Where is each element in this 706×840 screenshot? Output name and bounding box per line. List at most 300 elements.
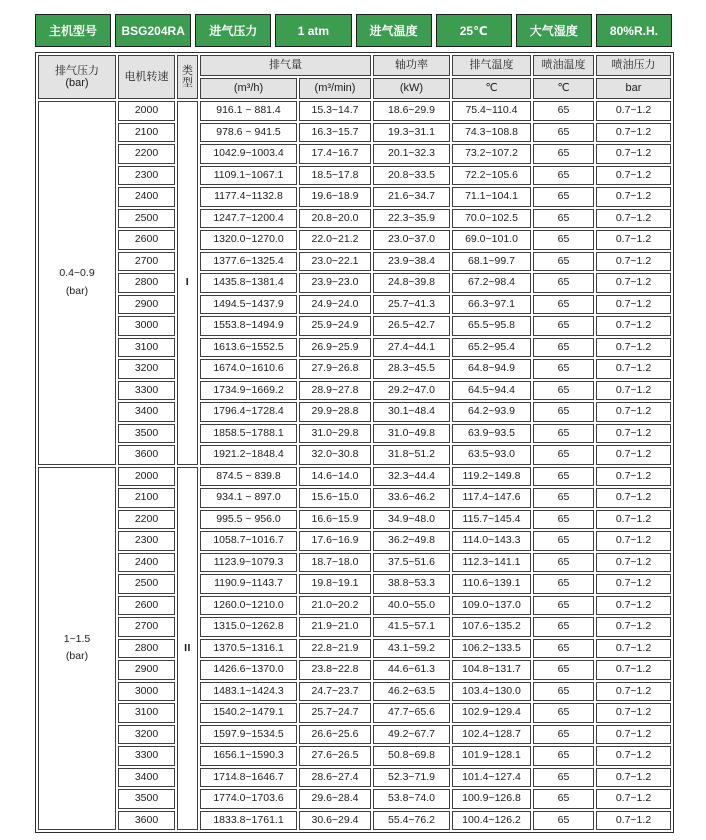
shaft-power-cell: 34.9~48.0 [373,510,450,530]
motor-speed-cell: 2700 [118,617,175,637]
title-bar-value-inlet-pressure: 1 atm [275,14,351,47]
capacity-m3min-cell: 16.3~15.7 [299,123,371,143]
table-row [38,531,671,551]
capacity-m3h-cell: 1714.8~1646.7 [200,768,297,788]
shaft-power-cell: 27.4~44.1 [373,338,450,358]
table-row [38,682,671,702]
motor-speed-cell: 2100 [118,488,175,508]
exhaust-temp-cell: 101.9~128.1 [452,746,531,766]
exhaust-temp-cell: 107.6~135.2 [452,617,531,637]
capacity-m3h-cell: 1597.9~1534.5 [200,725,297,745]
exhaust-temp-cell: 115.7~145.4 [452,510,531,530]
motor-speed-cell: 2900 [118,660,175,680]
col-header-exhaust-pressure-label: 排气压力 [55,65,99,77]
oil-pressure-cell: 0.7~1.2 [596,381,671,401]
motor-speed-cell: 2500 [118,209,175,229]
capacity-m3min-cell: 19.8~19.1 [299,574,371,594]
oil-pressure-cell: 0.7~1.2 [596,768,671,788]
motor-speed-cell: 2400 [118,553,175,573]
oil-temp-cell: 65 [533,187,594,207]
table-row [38,424,671,444]
type-cell-section-1: I [177,101,198,465]
oil-pressure-cell: 0.7~1.2 [596,338,671,358]
oil-pressure-cell: 0.7~1.2 [596,574,671,594]
capacity-m3min-cell: 17.6~16.9 [299,531,371,551]
capacity-m3h-cell: 1613.6~1552.5 [200,338,297,358]
capacity-m3h-cell: 1734.9~1669.2 [200,381,297,401]
shaft-power-cell: 44.6~61.3 [373,660,450,680]
oil-pressure-cell: 0.7~1.2 [596,123,671,143]
col-header-exhaust-temp-unit: ℃ [452,78,531,99]
capacity-m3h-cell: 874.5 ~ 839.8 [200,467,297,487]
col-header-oil-temp: 喷油温度 [533,55,594,76]
table-row [38,166,671,186]
table-row [38,209,671,229]
capacity-m3h-cell: 916.1 ~ 881.4 [200,101,297,121]
exhaust-temp-cell: 110.6~139.1 [452,574,531,594]
table-row [38,768,671,788]
exhaust-temp-cell: 65.2~95.4 [452,338,531,358]
oil-pressure-cell: 0.7~1.2 [596,295,671,315]
motor-speed-cell: 3200 [118,359,175,379]
col-header-capacity-m3min-unit: (m³/min) [299,78,371,99]
capacity-m3h-cell: 1833.8~1761.1 [200,811,297,831]
exhaust-temp-cell: 65.5~95.8 [452,316,531,336]
col-header-capacity-group: 排气量 [200,55,371,76]
exhaust-temp-cell: 69.0~101.0 [452,230,531,250]
shaft-power-cell: 38.8~53.3 [373,574,450,594]
oil-pressure-cell: 0.7~1.2 [596,510,671,530]
motor-speed-cell: 2300 [118,166,175,186]
capacity-m3min-cell: 18.5~17.8 [299,166,371,186]
col-header-shaft-power-unit: (kW) [373,78,450,99]
oil-temp-cell: 65 [533,252,594,272]
motor-speed-cell: 3500 [118,789,175,809]
exhaust-temp-cell: 114.0~143.3 [452,531,531,551]
motor-speed-cell: 2500 [118,574,175,594]
table-row [38,187,671,207]
oil-temp-cell: 65 [533,488,594,508]
oil-pressure-cell: 0.7~1.2 [596,273,671,293]
oil-temp-cell: 65 [533,789,594,809]
shaft-power-cell: 40.0~55.0 [373,596,450,616]
oil-temp-cell: 65 [533,424,594,444]
oil-temp-cell: 65 [533,617,594,637]
oil-temp-cell: 65 [533,510,594,530]
table-row [38,488,671,508]
shaft-power-cell: 20.8~33.5 [373,166,450,186]
oil-temp-cell: 65 [533,660,594,680]
capacity-m3h-cell: 1483.1~1424.3 [200,682,297,702]
capacity-m3min-cell: 25.9~24.9 [299,316,371,336]
oil-pressure-cell: 0.7~1.2 [596,166,671,186]
shaft-power-cell: 20.1~32.3 [373,144,450,164]
oil-pressure-cell: 0.7~1.2 [596,617,671,637]
shaft-power-cell: 52.3~71.9 [373,768,450,788]
oil-temp-cell: 65 [533,144,594,164]
shaft-power-cell: 26.5~42.7 [373,316,450,336]
oil-pressure-cell: 0.7~1.2 [596,402,671,422]
oil-pressure-cell: 0.7~1.2 [596,639,671,659]
capacity-m3min-cell: 27.9~26.8 [299,359,371,379]
table-row [38,123,671,143]
shaft-power-cell: 33.6~46.2 [373,488,450,508]
table-row [38,359,671,379]
oil-temp-cell: 65 [533,703,594,723]
capacity-m3min-cell: 28.6~27.4 [299,768,371,788]
title-bar-label-inlet-pressure: 进气压力 [195,14,271,47]
shaft-power-cell: 18.6~29.9 [373,101,450,121]
oil-pressure-cell: 0.7~1.2 [596,144,671,164]
capacity-m3h-cell: 1247.7~1200.4 [200,209,297,229]
shaft-power-cell: 29.2~47.0 [373,381,450,401]
capacity-m3h-cell: 1540.2~1479.1 [200,703,297,723]
capacity-m3h-cell: 1058.7~1016.7 [200,531,297,551]
table-row [38,445,671,465]
col-header-capacity-m3h-unit: (m³/h) [200,78,297,99]
shaft-power-cell: 24.8~39.8 [373,273,450,293]
motor-speed-cell: 2800 [118,273,175,293]
title-bar-value-model: BSG204RA [115,14,191,47]
exhaust-temp-cell: 100.9~126.8 [452,789,531,809]
motor-speed-cell: 2200 [118,510,175,530]
shaft-power-cell: 23.9~38.4 [373,252,450,272]
shaft-power-cell: 41.5~57.1 [373,617,450,637]
exhaust-temp-cell: 64.5~94.4 [452,381,531,401]
title-bar-label-inlet-temp: 进气温度 [356,14,432,47]
col-header-oil-temp-unit: ℃ [533,78,594,99]
capacity-m3h-cell: 978.6 ~ 941.5 [200,123,297,143]
shaft-power-cell: 53.8~74.0 [373,789,450,809]
table-row [38,230,671,250]
shaft-power-cell: 50.8~69.8 [373,746,450,766]
motor-speed-cell: 2000 [118,101,175,121]
capacity-m3h-cell: 1426.6~1370.0 [200,660,297,680]
oil-pressure-cell: 0.7~1.2 [596,488,671,508]
exhaust-temp-cell: 100.4~126.2 [452,811,531,831]
exhaust-temp-cell: 68.1~99.7 [452,252,531,272]
oil-temp-cell: 65 [533,531,594,551]
exhaust-temp-cell: 117.4~147.6 [452,488,531,508]
capacity-m3min-cell: 15.3~14.7 [299,101,371,121]
motor-speed-cell: 2400 [118,187,175,207]
capacity-m3min-cell: 17.4~16.7 [299,144,371,164]
exhaust-temp-cell: 74.3~108.8 [452,123,531,143]
exhaust-temp-cell: 70.0~102.5 [452,209,531,229]
capacity-m3h-cell: 1123.9~1079.3 [200,553,297,573]
table-row [38,316,671,336]
capacity-m3min-cell: 22.0~21.2 [299,230,371,250]
capacity-m3min-cell: 23.0~22.1 [299,252,371,272]
table-row [38,553,671,573]
shaft-power-cell: 47.7~65.6 [373,703,450,723]
col-header-type [177,55,198,99]
spec-sheet [35,14,672,833]
oil-temp-cell: 65 [533,123,594,143]
oil-temp-cell: 65 [533,746,594,766]
capacity-m3h-cell: 1553.8~1494.9 [200,316,297,336]
motor-speed-cell: 3400 [118,768,175,788]
capacity-m3min-cell: 28.9~27.8 [299,381,371,401]
oil-pressure-cell: 0.7~1.2 [596,252,671,272]
motor-speed-cell: 3500 [118,424,175,444]
capacity-m3h-cell: 1320.0~1270.0 [200,230,297,250]
capacity-m3h-cell: 995.5 ~ 956.0 [200,510,297,530]
oil-temp-cell: 65 [533,338,594,358]
table-row [38,639,671,659]
oil-pressure-cell: 0.7~1.2 [596,230,671,250]
capacity-m3min-cell: 24.7~23.7 [299,682,371,702]
col-header-oil-pressure-unit: bar [596,78,671,99]
capacity-m3min-cell: 21.9~21.0 [299,617,371,637]
oil-pressure-cell: 0.7~1.2 [596,703,671,723]
table-row [38,725,671,745]
oil-pressure-cell: 0.7~1.2 [596,187,671,207]
capacity-m3h-cell: 1190.9~1143.7 [200,574,297,594]
oil-temp-cell: 65 [533,230,594,250]
exhaust-temp-cell: 119.2~149.8 [452,467,531,487]
pressure-range-cell-section-2: 1~1.5 (bar) [38,467,116,831]
capacity-m3h-cell: 1796.4~1728.4 [200,402,297,422]
motor-speed-cell: 3400 [118,402,175,422]
oil-temp-cell: 65 [533,639,594,659]
oil-pressure-cell: 0.7~1.2 [596,359,671,379]
col-header-oil-pressure: 喷油压力 [596,55,671,76]
oil-temp-cell: 65 [533,273,594,293]
oil-temp-cell: 65 [533,768,594,788]
oil-pressure-cell: 0.7~1.2 [596,101,671,121]
shaft-power-cell: 22.3~35.9 [373,209,450,229]
capacity-m3h-cell: 1921.2~1848.4 [200,445,297,465]
shaft-power-cell: 25.7~41.3 [373,295,450,315]
motor-speed-cell: 2900 [118,295,175,315]
oil-pressure-cell: 0.7~1.2 [596,660,671,680]
motor-speed-cell: 3300 [118,381,175,401]
table-row [38,596,671,616]
oil-pressure-cell: 0.7~1.2 [596,811,671,831]
shaft-power-cell: 19.3~31.1 [373,123,450,143]
type-cell-section-2: II [177,467,198,831]
capacity-m3min-cell: 27.6~26.5 [299,746,371,766]
capacity-m3min-cell: 31.0~29.8 [299,424,371,444]
motor-speed-cell: 3100 [118,703,175,723]
oil-pressure-cell: 0.7~1.2 [596,209,671,229]
table-row [38,746,671,766]
oil-pressure-cell: 0.7~1.2 [596,746,671,766]
capacity-m3min-cell: 23.9~23.0 [299,273,371,293]
capacity-m3min-cell: 22.8~21.9 [299,639,371,659]
title-bar-label-host-model: 主机型号 [35,14,111,47]
exhaust-temp-cell: 71.1~104.1 [452,187,531,207]
pressure-range-cell-section-1: 0.4~0.9 (bar) [38,101,116,465]
capacity-m3min-cell: 30.6~29.4 [299,811,371,831]
oil-pressure-cell: 0.7~1.2 [596,596,671,616]
shaft-power-cell: 55.4~76.2 [373,811,450,831]
table-row [38,338,671,358]
capacity-m3min-cell: 21.0~20.2 [299,596,371,616]
shaft-power-cell: 21.6~34.7 [373,187,450,207]
shaft-power-cell: 30.1~48.4 [373,402,450,422]
capacity-m3min-cell: 19.6~18.9 [299,187,371,207]
exhaust-temp-cell: 109.0~137.0 [452,596,531,616]
table-row [38,273,671,293]
capacity-m3min-cell: 29.6~28.4 [299,789,371,809]
oil-temp-cell: 65 [533,725,594,745]
exhaust-temp-cell: 63.9~93.5 [452,424,531,444]
capacity-m3min-cell: 15.6~15.0 [299,488,371,508]
oil-temp-cell: 65 [533,682,594,702]
oil-temp-cell: 65 [533,295,594,315]
title-bar-value-inlet-temp: 25℃ [436,14,512,47]
table-row [38,703,671,723]
motor-speed-cell: 2000 [118,467,175,487]
exhaust-temp-cell: 73.2~107.2 [452,144,531,164]
oil-temp-cell: 65 [533,445,594,465]
motor-speed-cell: 2700 [118,252,175,272]
col-header-type-char2: 型 [182,77,193,89]
oil-temp-cell: 65 [533,553,594,573]
capacity-m3min-cell: 32.0~30.8 [299,445,371,465]
capacity-m3h-cell: 1177.4~1132.8 [200,187,297,207]
oil-temp-cell: 65 [533,381,594,401]
motor-speed-cell: 3000 [118,682,175,702]
oil-temp-cell: 65 [533,402,594,422]
capacity-m3min-cell: 25.7~24.7 [299,703,371,723]
oil-temp-cell: 65 [533,811,594,831]
exhaust-temp-cell: 64.8~94.9 [452,359,531,379]
exhaust-temp-cell: 67.2~98.4 [452,273,531,293]
title-bar [35,14,672,47]
capacity-m3h-cell: 1109.1~1067.1 [200,166,297,186]
table-row [38,510,671,530]
exhaust-temp-cell: 103.4~130.0 [452,682,531,702]
shaft-power-cell: 31.0~49.8 [373,424,450,444]
shaft-power-cell: 23.0~37.0 [373,230,450,250]
exhaust-temp-cell: 102.9~129.4 [452,703,531,723]
oil-temp-cell: 65 [533,209,594,229]
exhaust-temp-cell: 63.5~93.0 [452,445,531,465]
oil-pressure-cell: 0.7~1.2 [596,467,671,487]
capacity-m3min-cell: 29.9~28.8 [299,402,371,422]
capacity-m3h-cell: 1260.0~1210.0 [200,596,297,616]
oil-pressure-cell: 0.7~1.2 [596,682,671,702]
table-row [38,295,671,315]
shaft-power-cell: 37.5~51.6 [373,553,450,573]
oil-pressure-cell: 0.7~1.2 [596,424,671,444]
shaft-power-cell: 46.2~63.5 [373,682,450,702]
oil-temp-cell: 65 [533,574,594,594]
col-header-type-char1: 类 [182,65,193,77]
exhaust-temp-cell: 102.4~128.7 [452,725,531,745]
exhaust-temp-cell: 64.2~93.9 [452,402,531,422]
capacity-m3min-cell: 18.7~18.0 [299,553,371,573]
exhaust-temp-cell: 106.2~133.5 [452,639,531,659]
table-row [38,467,671,487]
oil-temp-cell: 65 [533,359,594,379]
exhaust-temp-cell: 72.2~105.6 [452,166,531,186]
capacity-m3min-cell: 24.9~24.0 [299,295,371,315]
table-row [38,402,671,422]
motor-speed-cell: 3100 [118,338,175,358]
oil-pressure-cell: 0.7~1.2 [596,553,671,573]
motor-speed-cell: 2600 [118,596,175,616]
col-header-exhaust-pressure-unit: (bar) [65,77,89,89]
shaft-power-cell: 28.3~45.5 [373,359,450,379]
table-row [38,144,671,164]
motor-speed-cell: 2800 [118,639,175,659]
spec-table-body [38,101,671,830]
title-bar-value-humidity: 80%R.H. [596,14,672,47]
capacity-m3h-cell: 1656.1~1590.3 [200,746,297,766]
shaft-power-cell: 43.1~59.2 [373,639,450,659]
exhaust-temp-cell: 75.4~110.4 [452,101,531,121]
oil-temp-cell: 65 [533,467,594,487]
table-row [38,660,671,680]
oil-pressure-cell: 0.7~1.2 [596,445,671,465]
table-row [38,381,671,401]
motor-speed-cell: 2300 [118,531,175,551]
oil-temp-cell: 65 [533,316,594,336]
spec-table [35,52,674,833]
shaft-power-cell: 49.2~67.7 [373,725,450,745]
capacity-m3min-cell: 20.8~20.0 [299,209,371,229]
oil-temp-cell: 65 [533,596,594,616]
exhaust-temp-cell: 66.3~97.1 [452,295,531,315]
col-header-motor-speed: 电机转速 [118,55,175,99]
capacity-m3min-cell: 26.6~25.6 [299,725,371,745]
capacity-m3min-cell: 26.9~25.9 [299,338,371,358]
header-row-1 [38,55,671,76]
capacity-m3h-cell: 934.1 ~ 897.0 [200,488,297,508]
col-header-exhaust-temp: 排气温度 [452,55,531,76]
exhaust-temp-cell: 112.3~141.1 [452,553,531,573]
motor-speed-cell: 3200 [118,725,175,745]
capacity-m3h-cell: 1858.5~1788.1 [200,424,297,444]
table-row [38,101,671,121]
motor-speed-cell: 2600 [118,230,175,250]
spec-table-header [38,55,671,99]
capacity-m3h-cell: 1435.8~1381.4 [200,273,297,293]
capacity-m3h-cell: 1774.0~1703.6 [200,789,297,809]
motor-speed-cell: 2200 [118,144,175,164]
capacity-m3h-cell: 1042.9~1003.4 [200,144,297,164]
oil-pressure-cell: 0.7~1.2 [596,725,671,745]
col-header-exhaust-pressure [38,55,116,99]
shaft-power-cell: 36.2~49.8 [373,531,450,551]
capacity-m3h-cell: 1370.5~1316.1 [200,639,297,659]
exhaust-temp-cell: 104.8~131.7 [452,660,531,680]
oil-pressure-cell: 0.7~1.2 [596,531,671,551]
motor-speed-cell: 3300 [118,746,175,766]
shaft-power-cell: 31.8~51.2 [373,445,450,465]
motor-speed-cell: 2100 [118,123,175,143]
col-header-shaft-power: 轴功率 [373,55,450,76]
capacity-m3min-cell: 23.8~22.8 [299,660,371,680]
table-row [38,789,671,809]
capacity-m3h-cell: 1674.0~1610.6 [200,359,297,379]
capacity-m3h-cell: 1377.6~1325.4 [200,252,297,272]
table-row [38,252,671,272]
exhaust-temp-cell: 101.4~127.4 [452,768,531,788]
table-row [38,617,671,637]
capacity-m3min-cell: 16.6~15.9 [299,510,371,530]
capacity-m3h-cell: 1315.0~1262.8 [200,617,297,637]
shaft-power-cell: 32.3~44.4 [373,467,450,487]
capacity-m3h-cell: 1494.5~1437.9 [200,295,297,315]
table-row [38,811,671,831]
motor-speed-cell: 3600 [118,811,175,831]
oil-temp-cell: 65 [533,166,594,186]
